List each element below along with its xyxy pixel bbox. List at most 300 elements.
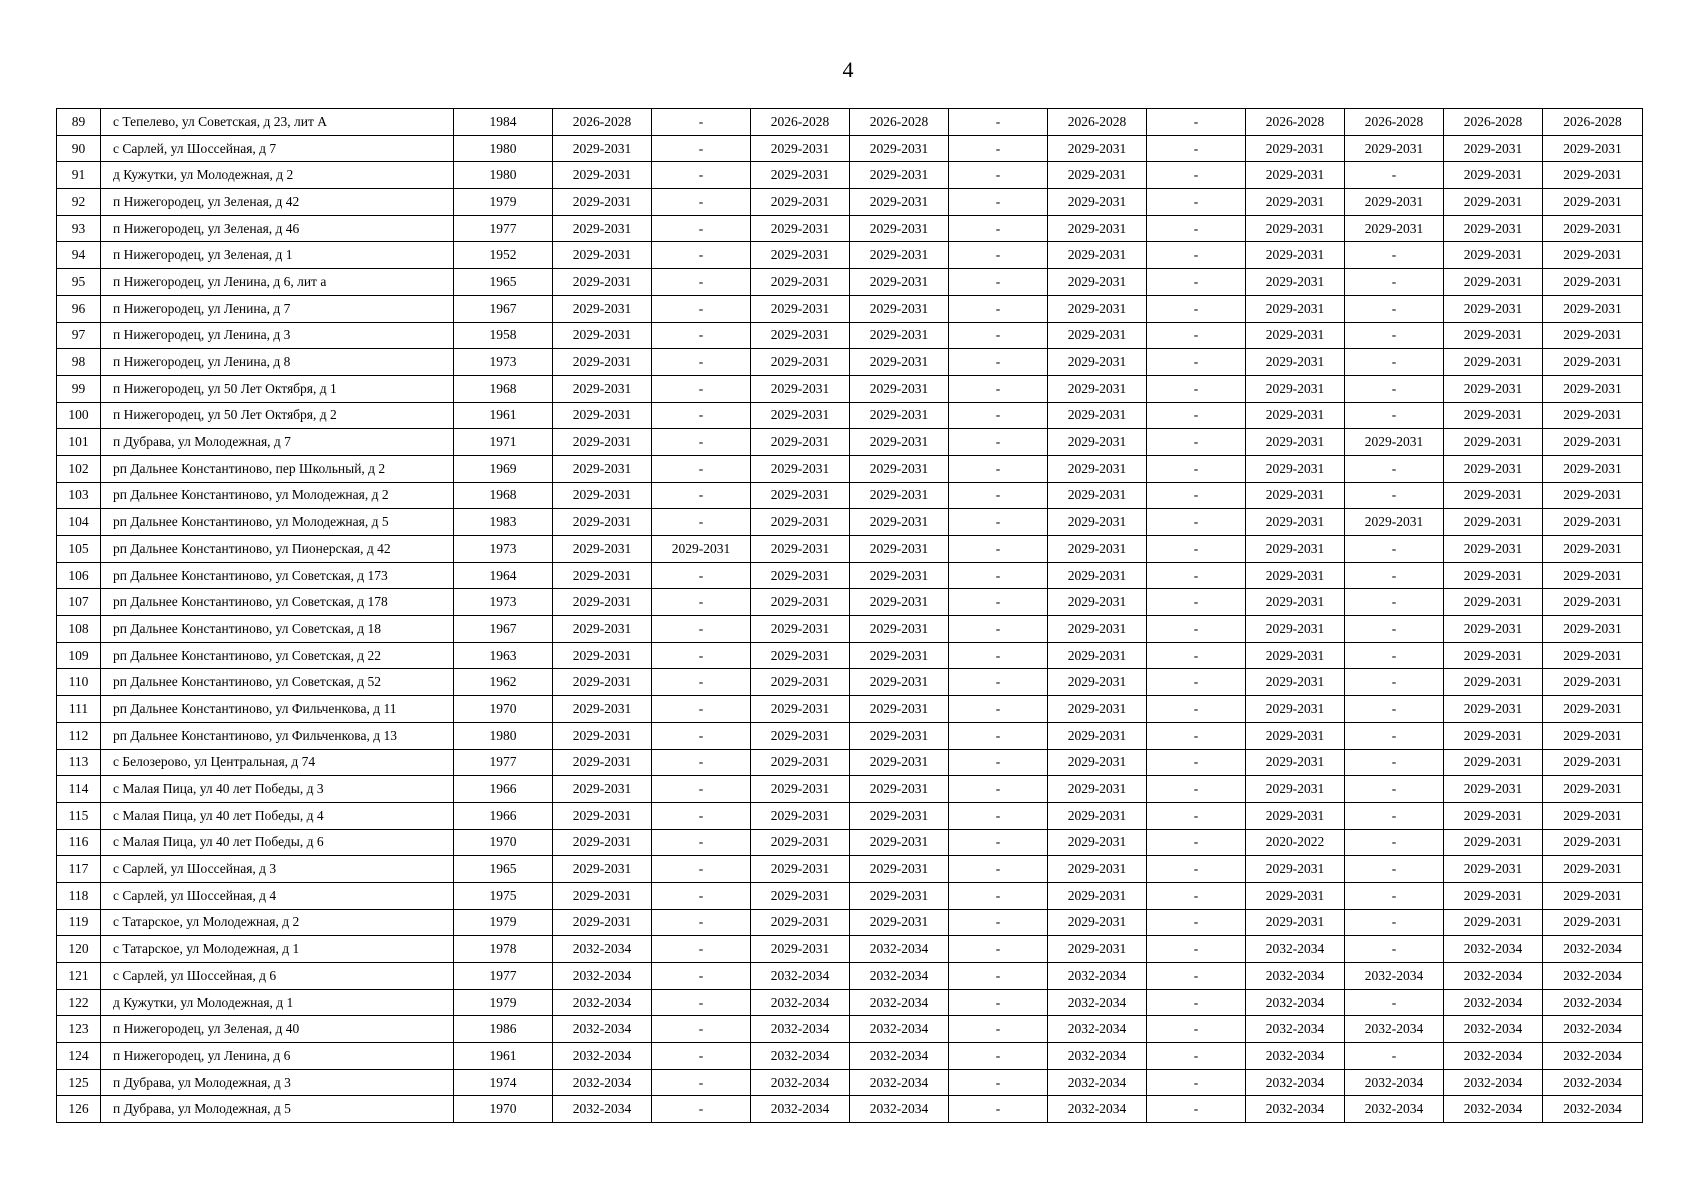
period-cell: 2029-2031 [1444,616,1543,643]
period-cell: - [652,482,751,509]
period-cell: - [652,215,751,242]
row-number-cell: 118 [57,882,101,909]
period-cell: 2029-2031 [1444,882,1543,909]
period-cell: - [1345,696,1444,723]
period-cell: - [1147,162,1246,189]
period-cell: - [1147,349,1246,376]
period-cell: 2029-2031 [1444,189,1543,216]
period-cell: 2029-2031 [751,402,850,429]
period-cell: 2029-2031 [751,215,850,242]
period-cell: 2032-2034 [1543,963,1643,990]
address-cell: с Сарлей, ул Шоссейная, д 4 [101,882,454,909]
period-cell: 2029-2031 [1444,402,1543,429]
period-cell: - [652,696,751,723]
period-cell: - [1147,722,1246,749]
period-cell: - [949,829,1048,856]
period-cell: 2029-2031 [1246,349,1345,376]
period-cell: 2032-2034 [751,1069,850,1096]
period-cell: 2029-2031 [1246,722,1345,749]
period-cell: - [652,642,751,669]
period-cell: - [652,1096,751,1123]
period-cell: 2029-2031 [1048,215,1147,242]
period-cell: - [1147,696,1246,723]
period-cell: 2029-2031 [1444,856,1543,883]
period-cell: 2029-2031 [751,829,850,856]
year-cell: 1963 [454,642,553,669]
period-cell: 2029-2031 [1048,242,1147,269]
period-cell: 2032-2034 [1246,1043,1345,1070]
period-cell: 2029-2031 [850,536,949,563]
table-row [57,402,1643,429]
period-cell: 2029-2031 [1444,669,1543,696]
period-cell: - [1147,669,1246,696]
period-cell: 2029-2031 [553,749,652,776]
table-row [57,215,1643,242]
table-row [57,375,1643,402]
period-cell: - [1147,802,1246,829]
period-cell: 2029-2031 [1246,562,1345,589]
period-cell: 2029-2031 [1048,642,1147,669]
period-cell: 2029-2031 [652,536,751,563]
period-cell: 2029-2031 [751,269,850,296]
period-cell: 2029-2031 [1048,616,1147,643]
period-cell: 2032-2034 [1543,989,1643,1016]
period-cell: - [1345,482,1444,509]
period-cell: 2032-2034 [850,1043,949,1070]
period-cell: 2029-2031 [850,856,949,883]
table-row [57,482,1643,509]
period-cell: - [1345,295,1444,322]
period-cell: 2032-2034 [1345,1069,1444,1096]
row-number-cell: 112 [57,722,101,749]
period-cell: 2029-2031 [751,189,850,216]
year-cell: 1971 [454,429,553,456]
address-cell: рп Дальнее Константиново, ул Советская, д 173 [101,562,454,589]
period-cell: 2032-2034 [1543,936,1643,963]
period-cell: 2029-2031 [1543,562,1643,589]
address-cell: с Малая Пица, ул 40 лет Победы, д 6 [101,829,454,856]
address-cell: с Сарлей, ул Шоссейная, д 7 [101,135,454,162]
period-cell: 2032-2034 [1444,1016,1543,1043]
period-cell: - [1345,882,1444,909]
period-cell: - [1147,829,1246,856]
period-cell: 2029-2031 [751,135,850,162]
period-cell: - [1147,856,1246,883]
period-cell: 2029-2031 [1246,642,1345,669]
period-cell: 2029-2031 [1444,429,1543,456]
period-cell: - [652,135,751,162]
address-cell: рп Дальнее Константиново, ул Советская, д 52 [101,669,454,696]
address-cell: п Нижегородец, ул Ленина, д 7 [101,295,454,322]
period-cell: 2032-2034 [751,1016,850,1043]
period-cell: 2029-2031 [751,429,850,456]
period-cell: 2032-2034 [1444,989,1543,1016]
period-cell: 2029-2031 [553,882,652,909]
period-cell: 2029-2031 [1048,749,1147,776]
period-cell: - [1345,269,1444,296]
period-cell: - [1345,375,1444,402]
address-cell: рп Дальнее Константиново, ул Молодежная, д 5 [101,509,454,536]
period-cell: - [652,269,751,296]
row-number-cell: 120 [57,936,101,963]
period-cell: 2032-2034 [1543,1069,1643,1096]
period-cell: 2029-2031 [1048,189,1147,216]
period-cell: 2032-2034 [850,963,949,990]
year-cell: 1980 [454,162,553,189]
address-cell: д Кужутки, ул Молодежная, д 1 [101,989,454,1016]
period-cell: 2029-2031 [1048,455,1147,482]
period-cell: 2032-2034 [850,1096,949,1123]
period-cell: 2029-2031 [1048,562,1147,589]
period-cell: 2029-2031 [850,882,949,909]
period-cell: - [949,322,1048,349]
period-cell: 2029-2031 [1246,429,1345,456]
period-cell: - [1147,509,1246,536]
period-cell: - [1147,322,1246,349]
period-cell: 2029-2031 [751,455,850,482]
period-cell: 2029-2031 [1048,295,1147,322]
period-cell: 2029-2031 [1444,749,1543,776]
period-cell: - [1147,242,1246,269]
period-cell: - [949,562,1048,589]
table-row [57,616,1643,643]
period-cell: 2029-2031 [850,242,949,269]
table-row [57,109,1643,136]
address-cell: рп Дальнее Константиново, ул Фильченкова, д 13 [101,722,454,749]
table-row [57,642,1643,669]
period-cell: 2032-2034 [553,1016,652,1043]
address-cell: с Тепелево, ул Советская, д 23, лит А [101,109,454,136]
period-cell: - [1147,776,1246,803]
period-cell: 2029-2031 [553,295,652,322]
period-cell: - [1345,669,1444,696]
period-cell: - [949,215,1048,242]
year-cell: 1977 [454,963,553,990]
period-cell: 2029-2031 [1246,135,1345,162]
period-cell: 2032-2034 [1444,1043,1543,1070]
period-cell: 2032-2034 [1246,1096,1345,1123]
period-cell: 2029-2031 [1444,482,1543,509]
period-cell: - [1345,642,1444,669]
period-cell: - [652,189,751,216]
period-cell: - [1147,1069,1246,1096]
period-cell: 2029-2031 [553,616,652,643]
period-cell: - [1147,375,1246,402]
period-cell: - [1345,909,1444,936]
period-cell: 2029-2031 [553,242,652,269]
address-cell: с Сарлей, ул Шоссейная, д 3 [101,856,454,883]
period-cell: 2032-2034 [1444,936,1543,963]
table-row [57,189,1643,216]
period-cell: - [1345,722,1444,749]
period-cell: 2029-2031 [553,482,652,509]
table-row [57,1069,1643,1096]
year-cell: 1966 [454,776,553,803]
period-cell: 2029-2031 [1345,429,1444,456]
period-cell: - [652,589,751,616]
row-number-cell: 92 [57,189,101,216]
period-cell: - [949,242,1048,269]
period-cell: 2029-2031 [553,589,652,616]
period-cell: 2029-2031 [751,856,850,883]
row-number-cell: 125 [57,1069,101,1096]
period-cell: 2029-2031 [751,722,850,749]
period-cell: - [949,295,1048,322]
period-cell: 2029-2031 [850,642,949,669]
period-cell: 2029-2031 [1345,215,1444,242]
period-cell: - [949,536,1048,563]
period-cell: 2029-2031 [553,189,652,216]
period-cell: 2029-2031 [850,482,949,509]
period-cell: 2029-2031 [850,375,949,402]
address-cell: п Дубрава, ул Молодежная, д 7 [101,429,454,456]
period-cell: 2029-2031 [751,562,850,589]
period-cell: 2029-2031 [1048,162,1147,189]
period-cell: 2020-2022 [1246,829,1345,856]
period-cell: 2026-2028 [1543,109,1643,136]
period-cell: 2029-2031 [1444,375,1543,402]
period-cell: - [652,322,751,349]
period-cell: 2029-2031 [1246,616,1345,643]
address-cell: с Татарское, ул Молодежная, д 1 [101,936,454,963]
period-cell: - [949,402,1048,429]
period-cell: 2029-2031 [1543,642,1643,669]
period-cell: - [1345,322,1444,349]
period-cell: - [949,189,1048,216]
period-cell: 2029-2031 [1543,509,1643,536]
year-cell: 1970 [454,829,553,856]
period-cell: 2029-2031 [1048,429,1147,456]
period-cell: 2032-2034 [1543,1016,1643,1043]
period-cell: 2029-2031 [751,162,850,189]
period-cell: 2026-2028 [850,109,949,136]
address-cell: п Нижегородец, ул Ленина, д 8 [101,349,454,376]
period-cell: 2026-2028 [1345,109,1444,136]
period-cell: 2029-2031 [850,215,949,242]
period-cell: - [652,1069,751,1096]
period-cell: 2029-2031 [1048,322,1147,349]
period-cell: - [1345,1043,1444,1070]
period-cell: 2029-2031 [1048,696,1147,723]
period-cell: 2029-2031 [1048,936,1147,963]
period-cell: 2032-2034 [751,1043,850,1070]
period-cell: 2029-2031 [1246,749,1345,776]
period-cell: 2032-2034 [1444,1096,1543,1123]
address-cell: п Нижегородец, ул Ленина, д 6, лит а [101,269,454,296]
period-cell: - [949,269,1048,296]
year-cell: 1980 [454,722,553,749]
table-row [57,802,1643,829]
period-cell: 2029-2031 [1048,349,1147,376]
period-cell: 2029-2031 [1444,295,1543,322]
row-number-cell: 126 [57,1096,101,1123]
period-cell: - [1345,989,1444,1016]
table-row [57,269,1643,296]
period-cell: - [949,616,1048,643]
period-cell: - [949,1096,1048,1123]
period-cell: 2029-2031 [751,749,850,776]
period-cell: 2029-2031 [751,589,850,616]
period-cell: 2029-2031 [1444,562,1543,589]
period-cell: 2029-2031 [1048,536,1147,563]
period-cell: 2026-2028 [1246,109,1345,136]
period-cell: 2029-2031 [751,882,850,909]
period-cell: 2029-2031 [1246,215,1345,242]
period-cell: - [652,109,751,136]
period-cell: 2029-2031 [1543,242,1643,269]
period-cell: 2029-2031 [1444,722,1543,749]
address-cell: рп Дальнее Константиново, ул Молодежная, д 2 [101,482,454,509]
period-cell: - [949,1043,1048,1070]
address-cell: рп Дальнее Константиново, ул Советская, д 178 [101,589,454,616]
period-cell: 2029-2031 [1543,882,1643,909]
period-cell: 2029-2031 [1444,829,1543,856]
address-cell: п Дубрава, ул Молодежная, д 3 [101,1069,454,1096]
period-cell: 2029-2031 [1048,829,1147,856]
period-cell: 2029-2031 [1543,802,1643,829]
period-cell: 2029-2031 [553,402,652,429]
row-number-cell: 124 [57,1043,101,1070]
address-cell: рп Дальнее Константиново, ул Советская, д 18 [101,616,454,643]
table-row [57,829,1643,856]
period-cell: 2029-2031 [553,455,652,482]
period-cell: - [949,722,1048,749]
year-cell: 1970 [454,1096,553,1123]
address-cell: п Нижегородец, ул Зеленая, д 1 [101,242,454,269]
period-cell: 2032-2034 [850,1016,949,1043]
table-row [57,429,1643,456]
period-cell: - [652,162,751,189]
table-row [57,536,1643,563]
period-cell: - [1345,349,1444,376]
period-cell: - [949,669,1048,696]
period-cell: 2029-2031 [1048,375,1147,402]
period-cell: 2032-2034 [850,989,949,1016]
address-cell: п Нижегородец, ул 50 Лет Октября, д 2 [101,402,454,429]
period-cell: - [652,749,751,776]
period-cell: - [652,829,751,856]
period-cell: 2032-2034 [553,963,652,990]
period-cell: - [1345,589,1444,616]
table-row [57,322,1643,349]
period-cell: - [1147,1016,1246,1043]
period-cell: 2029-2031 [1444,455,1543,482]
period-cell: 2029-2031 [1048,509,1147,536]
period-cell: 2029-2031 [1543,722,1643,749]
period-cell: 2032-2034 [1345,1096,1444,1123]
period-cell: 2029-2031 [1543,189,1643,216]
row-number-cell: 101 [57,429,101,456]
period-cell: 2029-2031 [553,162,652,189]
row-number-cell: 102 [57,455,101,482]
period-cell: 2032-2034 [1543,1096,1643,1123]
address-cell: п Нижегородец, ул Зеленая, д 42 [101,189,454,216]
period-cell: 2029-2031 [1246,375,1345,402]
row-number-cell: 117 [57,856,101,883]
period-cell: - [652,936,751,963]
period-cell: 2029-2031 [850,722,949,749]
period-cell: - [652,242,751,269]
period-cell: - [652,509,751,536]
year-cell: 1978 [454,936,553,963]
period-cell: - [652,882,751,909]
address-cell: п Нижегородец, ул Зеленая, д 46 [101,215,454,242]
row-number-cell: 108 [57,616,101,643]
period-cell: 2032-2034 [553,989,652,1016]
period-cell: - [1147,215,1246,242]
address-cell: с Малая Пица, ул 40 лет Победы, д 3 [101,776,454,803]
period-cell: - [1147,749,1246,776]
period-cell: - [652,616,751,643]
period-cell: - [652,375,751,402]
period-cell: 2029-2031 [1543,616,1643,643]
period-cell: - [949,856,1048,883]
period-cell: - [652,455,751,482]
period-cell: 2026-2028 [751,109,850,136]
period-cell: 2029-2031 [1246,802,1345,829]
period-cell: 2029-2031 [1444,269,1543,296]
period-cell: 2029-2031 [1048,669,1147,696]
period-cell: - [1345,562,1444,589]
period-cell: 2029-2031 [1246,482,1345,509]
period-cell: 2029-2031 [1543,295,1643,322]
period-cell: 2032-2034 [1444,1069,1543,1096]
period-cell: 2029-2031 [1345,135,1444,162]
period-cell: - [949,802,1048,829]
year-cell: 1986 [454,1016,553,1043]
year-cell: 1961 [454,1043,553,1070]
address-cell: п Нижегородец, ул Зеленая, д 40 [101,1016,454,1043]
period-cell: - [1345,776,1444,803]
year-cell: 1970 [454,696,553,723]
period-cell: 2029-2031 [553,269,652,296]
period-cell: - [1147,909,1246,936]
period-cell: - [1345,536,1444,563]
period-cell: - [652,1043,751,1070]
period-cell: 2029-2031 [751,802,850,829]
period-cell: 2029-2031 [1246,162,1345,189]
period-cell: 2026-2028 [1048,109,1147,136]
row-number-cell: 115 [57,802,101,829]
period-cell: 2032-2034 [1048,1043,1147,1070]
period-cell: 2029-2031 [751,696,850,723]
period-cell: - [1147,1096,1246,1123]
period-cell: - [949,936,1048,963]
table-row [57,776,1643,803]
period-cell: 2029-2031 [751,669,850,696]
period-cell: 2029-2031 [1246,455,1345,482]
period-cell: - [1147,642,1246,669]
period-cell: 2032-2034 [1345,963,1444,990]
period-cell: 2029-2031 [1543,776,1643,803]
period-cell: 2029-2031 [1543,589,1643,616]
period-cell: - [652,802,751,829]
period-cell: 2026-2028 [1444,109,1543,136]
period-cell: - [652,722,751,749]
period-cell: 2032-2034 [553,936,652,963]
period-cell: 2029-2031 [751,642,850,669]
year-cell: 1974 [454,1069,553,1096]
period-cell: 2029-2031 [1444,589,1543,616]
period-cell: 2032-2034 [1345,1016,1444,1043]
period-cell: 2029-2031 [850,455,949,482]
year-cell: 1962 [454,669,553,696]
period-cell: - [1147,189,1246,216]
period-cell: 2029-2031 [553,429,652,456]
period-cell: 2029-2031 [1048,856,1147,883]
address-cell: п Нижегородец, ул Ленина, д 3 [101,322,454,349]
period-cell: 2029-2031 [1048,482,1147,509]
